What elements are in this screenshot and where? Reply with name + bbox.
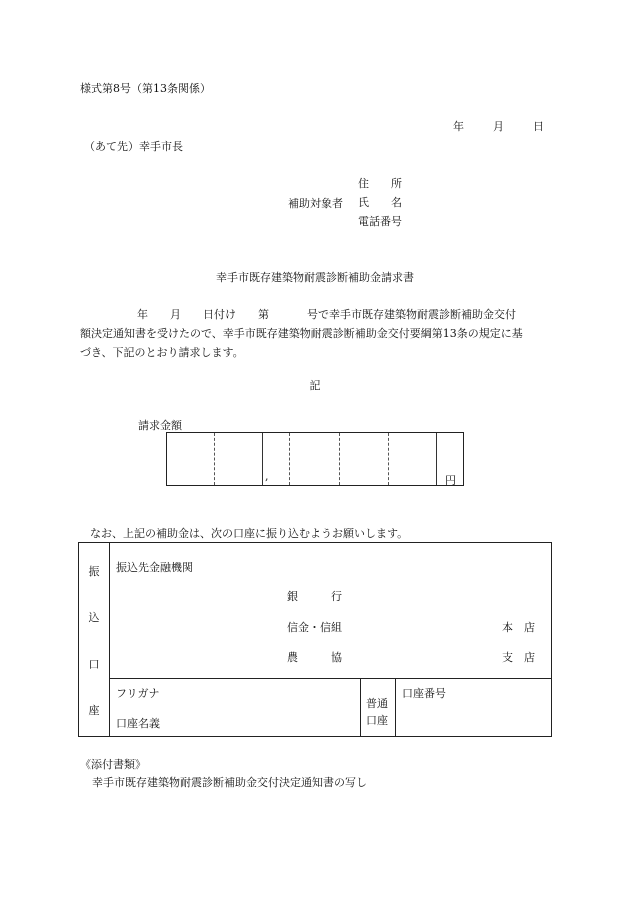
body-line1-prefix: 年 月 日付け 第 [137,308,269,321]
date-line [453,118,544,134]
body-line1-suffix: 号で幸手市既存建築物耐震診断補助金交付 [307,308,516,321]
futsu-label: 普通 [366,697,388,710]
amount-label: 請求金額 [138,419,182,432]
side-char: 口 [88,658,100,671]
applicant-label: 補助対象者 [288,197,343,210]
date-day: 日 [533,120,544,133]
bank-label: 銀 行 [287,590,342,603]
digit-divider [388,433,389,485]
form-number: 様式第8号（第13条関係） [80,82,211,95]
account-number-label: 口座番号 [402,687,446,700]
institution-cell[interactable] [110,543,552,679]
addressee: （あて先）幸手市長 [84,140,183,153]
institution-label: 振込先金融機関 [116,561,193,574]
holder-cell[interactable] [110,679,361,737]
body-line3: づき、下記のとおり請求します。 [80,346,244,359]
body-text [80,305,560,362]
ki-mark: 記 [309,379,321,392]
transfer-note: なお、上記の補助金は、次の口座に振り込むようお願いします。 [90,527,409,540]
honten-label: 本 店 [502,621,535,634]
date-year: 年 [453,120,464,133]
amount-box[interactable] [166,432,464,486]
attachment-item: 幸手市既存建築物耐震診断補助金交付決定通知書の写し [92,776,367,789]
kouza-label: 口座 [366,714,388,727]
shiten-label: 支 店 [502,651,535,664]
digit-divider [262,433,263,485]
holder-label: 口座名義 [116,717,160,730]
digit-divider [289,433,290,485]
account-table [78,542,552,737]
account-number-cell[interactable] [396,679,552,737]
digit-divider [436,433,437,485]
yen-label: 円 [445,474,456,487]
nokyo-label: 農 協 [287,651,342,664]
attachments-heading: 《添付書類》 [80,758,146,771]
body-line2: 額決定通知書を受けたので、幸手市既存建築物耐震診断補助金交付要綱第13条の規定に基 [80,327,523,340]
name-label: 氏 名 [358,196,402,209]
phone-label: 電話番号 [358,215,402,228]
side-char: 込 [88,611,100,624]
side-char: 座 [88,704,100,717]
furigana-label: フリガナ [116,687,160,700]
account-side-label [79,543,110,737]
side-char: 振 [88,565,100,578]
shinkin-label: 信金・信組 [287,621,342,634]
address-label: 住 所 [358,177,402,190]
thousands-comma: , [265,470,269,483]
account-type-cell[interactable] [361,679,396,737]
digit-divider [214,433,215,485]
digit-divider [339,433,340,485]
date-month: 月 [493,120,504,133]
document-title: 幸手市既存建築物耐震診断補助金請求書 [216,271,414,284]
applicant-fields [358,174,402,231]
